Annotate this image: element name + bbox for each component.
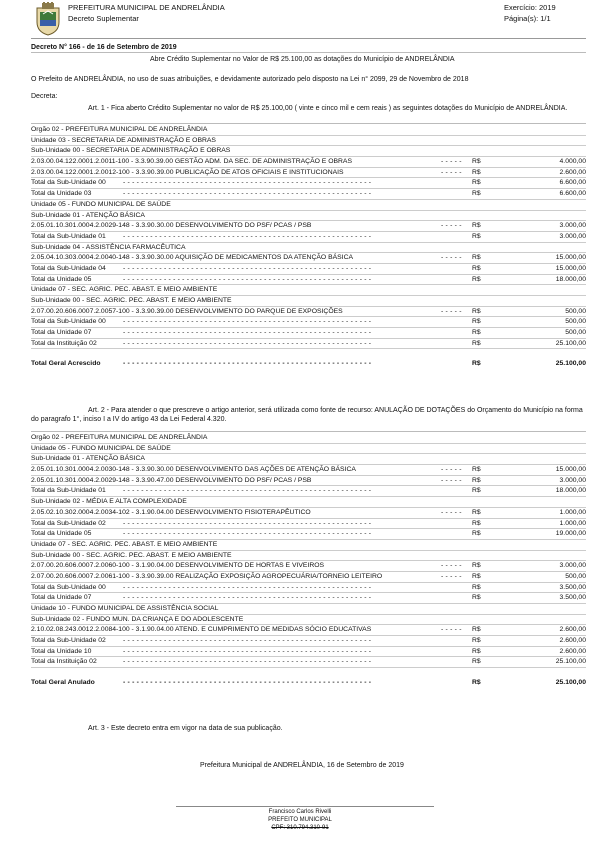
- subtotal-row: [31, 593, 586, 604]
- section-heading: Unidade 07 - SEC. AGRIC. PEC. ABAST. E MEIO AMBIENTE: [31, 540, 218, 548]
- amount-value: 19.000,00: [555, 530, 586, 538]
- signer-cpf: CPF: 310.794.310-91: [271, 825, 329, 831]
- currency-symbol: R$: [472, 562, 481, 570]
- leader-dashes: - - - - -: [441, 158, 462, 166]
- subtotal-label: Total da Sub-Unidade 00: [31, 179, 106, 187]
- leader-dashes: - - - - -: [441, 476, 462, 484]
- section-heading: Unidade 03 - SECRETARIA DE ADMINISTRAÇÃO E OBRAS: [31, 136, 216, 144]
- currency-symbol: R$: [472, 487, 481, 495]
- section-heading: Sub-Unidade 01 - ATENÇÃO BÁSICA: [31, 211, 145, 219]
- appropriation-label: 2.03.00.04.122.0001.2.0011-100 - 3.3.90.39.00 GESTÃO ADM. DA SEC. DE ADMINISTRAÇÃO E OBRAS: [31, 158, 352, 166]
- grand-total-value: 25.100,00: [555, 679, 586, 687]
- subtotal-row: [31, 519, 586, 530]
- appropriation-label: 2.07.00.20.606.0007.2.0057-100 - 3.3.90.39.00 DESENVOLVIMENTO DO PARQUE DE EXPOSIÇÕES: [31, 307, 343, 315]
- amount-value: 2.600,00: [559, 647, 586, 655]
- currency-symbol: R$: [472, 679, 481, 687]
- leader-dashes: - - - - - - - - - - - - - - - - - - - - - - - - - - - - - - - - - - - - - - - - - - - - - - - - - - - - - - -: [123, 487, 372, 495]
- currency-symbol: R$: [472, 637, 481, 645]
- amount-value: 3.000,00: [559, 222, 586, 230]
- appropriation-row: [31, 307, 586, 318]
- leader-dashes: - - - - - - - - - - - - - - - - - - - - - - - - - - - - - - - - - - - - - - - - - - - - - - - - - - - - - - -: [123, 179, 372, 187]
- appropriation-row: [31, 625, 586, 636]
- appropriation-label: 2.07.00.20.606.0007.2.0060-100 - 3.1.90.04.00 DESENVOLVIMENTO DE HORTAS E VIVEIROS: [31, 562, 325, 570]
- subtotal-label: Total da Unidade 05: [31, 530, 92, 538]
- subtotal-label: Total da Unidade 05: [31, 275, 92, 283]
- document-header: [0, 0, 600, 40]
- section-heading-row: [31, 604, 586, 615]
- leader-dashes: - - - - - - - - - - - - - - - - - - - - - - - - - - - - - - - - - - - - - - - - - - - - - - - - - - - - - - -: [123, 329, 372, 337]
- section-heading: Sub-Unidade 02 - FUNDO MUN. DA CRIANÇA E DO ADOLESCENTE: [31, 615, 244, 623]
- subtotal-row: [31, 529, 586, 540]
- section-heading-row: [31, 497, 586, 508]
- subtotal-label: Total da Unidade 07: [31, 594, 92, 602]
- subtotal-row: [31, 339, 586, 350]
- section-heading: Sub-Unidade 00 - SEC. AGRIC. PEC. ABAST. E MEIO AMBIENTE: [31, 297, 232, 304]
- appropriation-row: [31, 157, 586, 168]
- appropriation-row: [31, 465, 586, 476]
- section-heading-row: [31, 454, 586, 465]
- leader-dashes: - - - - -: [441, 572, 462, 580]
- decree-summary: Abre Crédito Suplementar no Valor de R$ 25.100,00 as dotações do Município de ANDRELÂNDIA: [150, 56, 455, 63]
- subtotal-row: [31, 636, 586, 647]
- municipal-coat-of-arms-icon: [33, 2, 63, 36]
- section-heading: Sub-Unidade 00 - SECRETARIA DE ADMINISTRAÇÃO E OBRAS: [31, 147, 231, 155]
- currency-symbol: R$: [472, 530, 481, 538]
- amount-value: 1.000,00: [559, 519, 586, 527]
- amount-value: 500,00: [565, 307, 586, 315]
- amount-value: 6.600,00: [559, 179, 586, 187]
- currency-symbol: R$: [472, 329, 481, 337]
- section-heading-row: [31, 211, 586, 222]
- spacer: [31, 668, 586, 678]
- leader-dashes: - - - - - - - - - - - - - - - - - - - - - - - - - - - - - - - - - - - - - - - - - - - - - - - - - - - - - - -: [123, 530, 372, 538]
- appropriation-row: [31, 561, 586, 572]
- section-heading: Sub-Unidade 02 - MÉDIA E ALTA COMPLEXIDADE: [31, 498, 187, 506]
- subtotal-label: Total da Sub-Unidade 00: [31, 583, 106, 591]
- section-heading-row: [31, 615, 586, 626]
- page-count: Página(s): 1/1: [504, 14, 551, 23]
- currency-symbol: R$: [472, 519, 481, 527]
- leader-dashes: - - - - - - - - - - - - - - - - - - - - - - - - - - - - - - - - - - - - - - - - - - - - - - - - - - - - - - -: [123, 519, 372, 527]
- appropriation-label: 2.03.00.04.122.0001.2.0012-100 - 3.3.90.39.00 PUBLICAÇÃO DE ATOS OFICIAIS E INSTITUCIONAIS: [31, 168, 344, 176]
- currency-symbol: R$: [472, 264, 481, 272]
- amount-value: 1.000,00: [559, 508, 586, 516]
- place-and-date: Prefeitura Municipal de ANDRELÂNDIA, 16 de Setembro de 2019: [200, 762, 404, 769]
- annulment-divider: [31, 431, 586, 432]
- appropriation-row: [31, 476, 586, 487]
- currency-symbol: R$: [472, 307, 481, 315]
- leader-dashes: - - - - - - - - - - - - - - - - - - - - - - - - - - - - - - - - - - - - - - - - - - - - - - - - - - - - - - -: [123, 318, 372, 326]
- subtotal-row: [31, 178, 586, 189]
- appropriation-row: [31, 508, 586, 519]
- section-heading-row: [31, 125, 586, 136]
- section-heading: Sub-Unidade 01 - ATENÇÃO BÁSICA: [31, 455, 145, 463]
- currency-symbol: R$: [472, 594, 481, 602]
- currency-symbol: R$: [472, 360, 481, 368]
- amount-value: 4.000,00: [559, 158, 586, 166]
- subtotal-row: [31, 583, 586, 594]
- leader-dashes: - - - - - - - - - - - - - - - - - - - - - - - - - - - - - - - - - - - - - - - - - - - - - - - - - - - - - - -: [123, 637, 372, 645]
- subtotal-label: Total da Instituição 02: [31, 658, 97, 666]
- leader-dashes: - - - - - - - - - - - - - - - - - - - - - - - - - - - - - - - - - - - - - - - - - - - - - - - - - - - - - - -: [123, 190, 372, 198]
- appropriation-label: 2.05.01.10.301.0004.2.0029-148 - 3.3.90.47.00 DESENVOLVIMENTO DO PSF/ PCAS / PSB: [31, 476, 312, 484]
- currency-symbol: R$: [472, 508, 481, 516]
- amount-value: 25.100,00: [555, 658, 586, 666]
- title-divider: [31, 52, 586, 53]
- leader-dashes: - - - - -: [441, 222, 462, 230]
- currency-symbol: R$: [472, 168, 481, 176]
- section-heading: Unidade 05 - FUNDO MUNICIPAL DE SAÚDE: [31, 200, 171, 208]
- header-divider: [31, 38, 586, 39]
- currency-symbol: R$: [472, 339, 481, 347]
- subtotal-label: Total da Unidade 03: [31, 190, 92, 198]
- currency-symbol: R$: [472, 572, 481, 580]
- subtotal-row: [31, 264, 586, 275]
- decree-title: Decreto N° 166 - de 16 de Setembro de 2019: [31, 44, 177, 51]
- section-heading: Sub-Unidade 04 - ASSISTÊNCIA FARMACÊUTICA: [31, 243, 186, 251]
- subtotal-row: [31, 647, 586, 658]
- subtotal-row: [31, 232, 586, 243]
- amount-value: 3.500,00: [559, 583, 586, 591]
- leader-dashes: - - - - - - - - - - - - - - - - - - - - - - - - - - - - - - - - - - - - - - - - - - - - - - - - - - - - - - -: [123, 594, 372, 602]
- subtotal-label: Total da Unidade 10: [31, 647, 92, 655]
- document-type: Decreto Suplementar: [68, 14, 139, 23]
- decree-preamble: O Prefeito de ANDRELÂNDIA, no uso de suas atribuições, e devidamente autorizado pelo disposto na Lei n° 2099, 29 de Novembro de 2018: [31, 76, 469, 83]
- appropriation-row: [31, 221, 586, 232]
- amount-value: 6.600,00: [559, 190, 586, 198]
- appropriation-label: 2.05.01.10.301.0004.2.0030-148 - 3.3.90.30.00 DESENVOLVIMENTO DAS AÇÕES DE ATENÇÃO BÁSICA: [31, 466, 356, 474]
- decreta-label: Decreta:: [31, 93, 58, 100]
- spacer: [31, 349, 586, 359]
- municipality-name: PREFEITURA MUNICIPAL DE ANDRELÂNDIA: [68, 3, 225, 12]
- leader-dashes: - - - - - - - - - - - - - - - - - - - - - - - - - - - - - - - - - - - - - - - - - - - - - - - - - - - - - - -: [123, 264, 372, 272]
- appropriation-label: 2.10.02.08.243.0012.2.0084-100 - 3.1.90.04.00 ATEND. E CUMPRIMENTO DE MEDIDAS SÓCIO EDUCATIVAS: [31, 626, 372, 634]
- leader-dashes: - - - - - - - - - - - - - - - - - - - - - - - - - - - - - - - - - - - - - - - - - - - - - - - - - - - - - - -: [123, 647, 372, 655]
- currency-symbol: R$: [472, 190, 481, 198]
- currency-symbol: R$: [472, 222, 481, 230]
- section-heading-row: [31, 136, 586, 147]
- section-heading-row: [31, 146, 586, 157]
- appropriation-label: 2.05.04.10.303.0004.2.0040-148 - 3.3.90.30.00 AQUISIÇÃO DE MEDICAMENTOS DA ATENÇÃO BÁSICA: [31, 254, 354, 262]
- grand-total-value: 25.100,00: [555, 360, 586, 368]
- section-heading-row: [31, 551, 586, 562]
- amount-value: 500,00: [565, 572, 586, 580]
- appropriation-row: [31, 168, 586, 179]
- currency-symbol: R$: [472, 583, 481, 591]
- subtotal-label: Total da Sub-Unidade 02: [31, 637, 106, 645]
- leader-dashes: - - - - -: [441, 562, 462, 570]
- subtotal-row: [31, 275, 586, 286]
- fiscal-year: Exercício: 2019: [504, 3, 556, 12]
- annulment-table: [31, 433, 586, 689]
- leader-dashes: - - - - -: [441, 168, 462, 176]
- leader-dashes: - - - - - - - - - - - - - - - - - - - - - - - - - - - - - - - - - - - - - - - - - - - - - - - - - - - - - - -: [123, 232, 372, 240]
- currency-symbol: R$: [472, 254, 481, 262]
- amount-value: 3.000,00: [559, 232, 586, 240]
- leader-dashes: - - - - - - - - - - - - - - - - - - - - - - - - - - - - - - - - - - - - - - - - - - - - - - - - - - - - - - -: [123, 658, 372, 666]
- amount-value: 15.000,00: [555, 466, 586, 474]
- amount-value: 2.600,00: [559, 626, 586, 634]
- article-3: Art. 3 - Este decreto entra em vigor na data de sua publicação.: [88, 725, 283, 732]
- subtotal-label: Total da Instituição 02: [31, 339, 97, 347]
- appropriation-label: 2.05.02.10.302.0004.2.0034-102 - 3.1.90.04.00 DESENVOLVIMENTO FISIOTERAPÊUTICO: [31, 508, 311, 516]
- subtotal-row: [31, 317, 586, 328]
- amount-value: 18.000,00: [555, 487, 586, 495]
- appropriation-label: 2.07.00.20.606.0007.2.0061-100 - 3.3.90.39.00 REALIZAÇÃO EXPOSIÇÃO AGROPECUÁRIA/TORNEIO LEITEIRO: [31, 572, 383, 580]
- subtotal-row: [31, 486, 586, 497]
- currency-symbol: R$: [472, 476, 481, 484]
- amount-value: 2.600,00: [559, 637, 586, 645]
- leader-dashes: - - - - -: [441, 626, 462, 634]
- leader-dashes: - - - - -: [441, 254, 462, 262]
- leader-dashes: - - - - - - - - - - - - - - - - - - - - - - - - - - - - - - - - - - - - - - - - - - - - - - - - - - - - - - -: [123, 583, 372, 591]
- section-heading-row: [31, 433, 586, 444]
- supplement-table: [31, 125, 586, 370]
- grand-total-row: [31, 359, 586, 370]
- section-heading-row: [31, 444, 586, 455]
- amount-value: 25.100,00: [555, 339, 586, 347]
- section-heading-row: [31, 296, 586, 307]
- currency-symbol: R$: [472, 626, 481, 634]
- amount-value: 500,00: [565, 318, 586, 326]
- amount-value: 18.000,00: [555, 275, 586, 283]
- subtotal-label: Total da Sub-Unidade 02: [31, 519, 106, 527]
- leader-dashes: - - - - - - - - - - - - - - - - - - - - - - - - - - - - - - - - - - - - - - - - - - - - - - - - - - - - - - -: [123, 275, 372, 283]
- leader-dashes: - - - - - - - - - - - - - - - - - - - - - - - - - - - - - - - - - - - - - - - - - - - - - - - - - - - - - - -: [123, 679, 372, 687]
- section-heading: Unidade 07 - SEC. AGRIC. PEC. ABAST. E MEIO AMBIENTE: [31, 286, 218, 294]
- currency-symbol: R$: [472, 275, 481, 283]
- section-heading: Unidade 05 - FUNDO MUNICIPAL DE SAÚDE: [31, 444, 171, 452]
- currency-symbol: R$: [472, 318, 481, 326]
- supplement-divider: [31, 123, 586, 124]
- leader-dashes: - - - - - - - - - - - - - - - - - - - - - - - - - - - - - - - - - - - - - - - - - - - - - - - - - - - - - - -: [123, 360, 372, 368]
- amount-value: 2.600,00: [559, 168, 586, 176]
- subtotal-label: Total da Sub-Unidade 01: [31, 487, 106, 495]
- currency-symbol: R$: [472, 647, 481, 655]
- subtotal-row: [31, 189, 586, 200]
- appropriation-row: [31, 253, 586, 264]
- currency-symbol: R$: [472, 158, 481, 166]
- section-heading: Unidade 10 - FUNDO MUNICIPAL DE ASSISTÊNCIA SOCIAL: [31, 605, 219, 612]
- section-heading-row: [31, 540, 586, 551]
- leader-dashes: - - - - -: [441, 307, 462, 315]
- article-2: Art. 2 - Para atender o que prescreve o artigo anterior, será utilizada como fonte de recurso: ANULAÇÃO DE DOTAÇÕES do Orçamento do Município na forma do paragrafo 1°, inciso I a IV do artigo 43 da Lei Federal 4.320.: [31, 407, 583, 423]
- section-heading-row: [31, 243, 586, 254]
- amount-value: 3.000,00: [559, 476, 586, 484]
- leader-dashes: - - - - -: [441, 508, 462, 516]
- amount-value: 15.000,00: [555, 254, 586, 262]
- leader-dashes: - - - - - - - - - - - - - - - - - - - - - - - - - - - - - - - - - - - - - - - - - - - - - - - - - - - - - - -: [123, 339, 372, 347]
- currency-symbol: R$: [472, 232, 481, 240]
- amount-value: 15.000,00: [555, 264, 586, 272]
- signer-name: Francisco Carlos Rivelli: [268, 809, 332, 815]
- appropriation-row: [31, 572, 586, 583]
- appropriation-label: 2.05.01.10.301.0004.2.0029-148 - 3.3.90.30.00 DESENVOLVIMENTO DO PSF/ PCAS / PSB: [31, 222, 312, 230]
- currency-symbol: R$: [472, 658, 481, 666]
- subtotal-label: Total da Sub-Unidade 01: [31, 232, 106, 240]
- section-heading: Orgão 02 - PREFEITURA MUNICIPAL DE ANDRELÂNDIA: [31, 126, 208, 133]
- grand-total-row: [31, 678, 586, 689]
- article-1: Art. 1 - Fica aberto Crédito Suplementar no valor de R$ 25.100,00 ( vinte e cinco mil e cem reais ) as seguintes dotações do Município de ANDRELÂNDIA.: [88, 105, 568, 112]
- amount-value: 3.500,00: [559, 594, 586, 602]
- section-heading-row: [31, 200, 586, 211]
- subtotal-row: [31, 657, 586, 668]
- signer-role: PREFEITO MUNICIPAL: [268, 817, 332, 823]
- section-heading: Orgão 02 - PREFEITURA MUNICIPAL DE ANDRELÂNDIA: [31, 434, 208, 441]
- section-heading-row: [31, 285, 586, 296]
- subtotal-label: Total da Sub-Unidade 04: [31, 264, 106, 272]
- subtotal-row: [31, 328, 586, 339]
- leader-dashes: - - - - -: [441, 466, 462, 474]
- grand-total-label: Total Geral Acrescido: [31, 360, 101, 368]
- subtotal-label: Total da Unidade 07: [31, 329, 92, 337]
- section-heading: Sub-Unidade 00 - SEC. AGRIC. PEC. ABAST. E MEIO AMBIENTE: [31, 551, 232, 559]
- amount-value: 3.000,00: [559, 562, 586, 570]
- signature-line: [176, 806, 434, 807]
- currency-symbol: R$: [472, 179, 481, 187]
- amount-value: 500,00: [565, 329, 586, 337]
- grand-total-label: Total Geral Anulado: [31, 679, 95, 687]
- currency-symbol: R$: [472, 466, 481, 474]
- subtotal-label: Total da Sub-Unidade 00: [31, 318, 106, 326]
